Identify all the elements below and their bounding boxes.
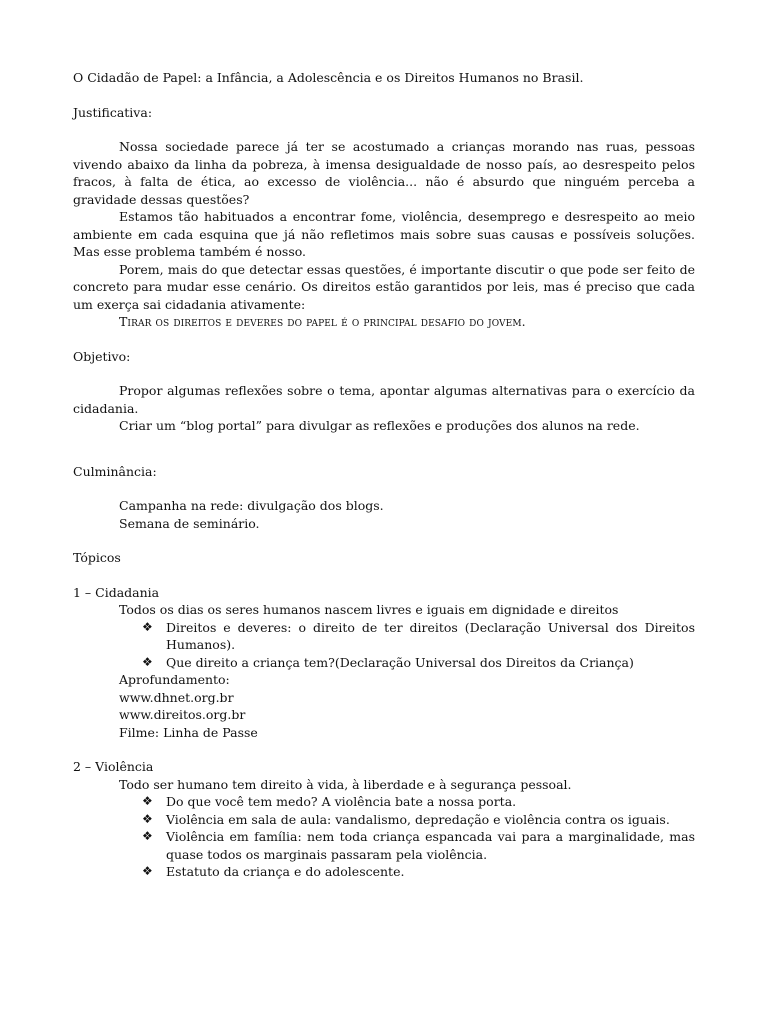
objetivo-paragraph-1: Propor algumas reflexões sobre o tema, apontar algumas alternativas para o exercício da cidadania. xyxy=(73,383,695,416)
justificativa-paragraph-3: Porem, mais do que detectar essas questões, é importante discutir o que pode ser feito de concreto para mudar esse cenário. Os direitos estão garantidos por leis, mas é preciso que cada um exerça sai cidadania ativamente: xyxy=(73,261,695,312)
list-item: ❖ Violência em família: nem toda criança espancada vai para a marginalidade, mas quase todos os marginais passaram pela violência. xyxy=(142,829,695,862)
justificativa-paragraph-2: Estamos tão habituados a encontrar fome, violência, desemprego e desrespeito ao meio ambiente em cada esquina que já não refletimos mais sobre suas causas e possíveis soluções. Mas esse problema também é nosso. xyxy=(73,209,695,259)
list-item: ❖ Estatuto da criança e do adolescente. xyxy=(142,864,405,879)
objetivo-paragraph-2: Criar um “blog portal” para divulgar as reflexões e produções dos alunos na rede. xyxy=(119,418,640,433)
cidadania-bullet-list xyxy=(73,619,695,672)
topicos-heading: Tópicos xyxy=(73,550,121,565)
cidadania-heading: 1 – Cidadania xyxy=(73,584,160,600)
violencia-intro: Todo ser humano tem direito à vida, à liberdade e à segurança pessoal. xyxy=(119,776,572,792)
justificativa-motto: Tirar os direitos e deveres do papel é o principal desafio do jovem. xyxy=(119,314,526,329)
culminancia-heading: Culminância: xyxy=(73,463,157,479)
list-item: ❖ Violência em sala de aula: vandalismo, depredação e violência contra os iguais. xyxy=(142,811,670,827)
culminancia-item-2: Semana de seminário. xyxy=(119,515,260,531)
list-item: ❖ Do que você tem medo? A violência bate a nossa porta. xyxy=(142,794,517,809)
list-item: ❖ Direitos e deveres: o direito de ter direitos (Declaração Universal dos Direitos Humanos). xyxy=(142,619,695,652)
link-dhnet: www.dhnet.org.br xyxy=(119,689,234,705)
justificativa-heading: Justificativa: xyxy=(73,104,153,120)
aprofundamento-label: Aprofundamento: xyxy=(119,672,230,687)
diamond-bullet-icon: ❖ xyxy=(142,864,153,878)
diamond-bullet-icon: ❖ xyxy=(142,829,153,843)
document-title: O Cidadão de Papel: a Infância, a Adolescência e os Direitos Humanos no Brasil. xyxy=(73,70,584,85)
culminancia-item-1: Campanha na rede: divulgação dos blogs. xyxy=(119,498,384,513)
diamond-bullet-icon: ❖ xyxy=(142,794,153,808)
objetivo-heading: Objetivo: xyxy=(73,348,131,364)
list-item: ❖ Que direito a criança tem?(Declaração Universal dos Direitos da Criança) xyxy=(142,654,634,670)
violencia-bullet-list xyxy=(73,793,695,881)
cidadania-intro: Todos os dias os seres humanos nascem livres e iguais em dignidade e direitos xyxy=(119,602,619,617)
document-body xyxy=(73,69,695,881)
diamond-bullet-icon: ❖ xyxy=(142,619,153,634)
diamond-bullet-icon: ❖ xyxy=(142,654,153,669)
justificativa-paragraph-1: Nossa sociedade parece já ter se acostumado a crianças morando nas ruas, pessoas vivendo abaixo da linha da pobreza, à imensa desigualdade de nosso país, ao desrespeito pelos fracos, à falta de ética, ao excesso de violência... não é absurdo que ninguém perceba a gravidade dessas questões? xyxy=(73,139,695,207)
violencia-heading: 2 – Violência xyxy=(73,759,154,774)
film-reference: Filme: Linha de Passe xyxy=(119,724,258,740)
link-direitos: www.direitos.org.br xyxy=(119,707,246,722)
diamond-bullet-icon: ❖ xyxy=(142,811,153,826)
